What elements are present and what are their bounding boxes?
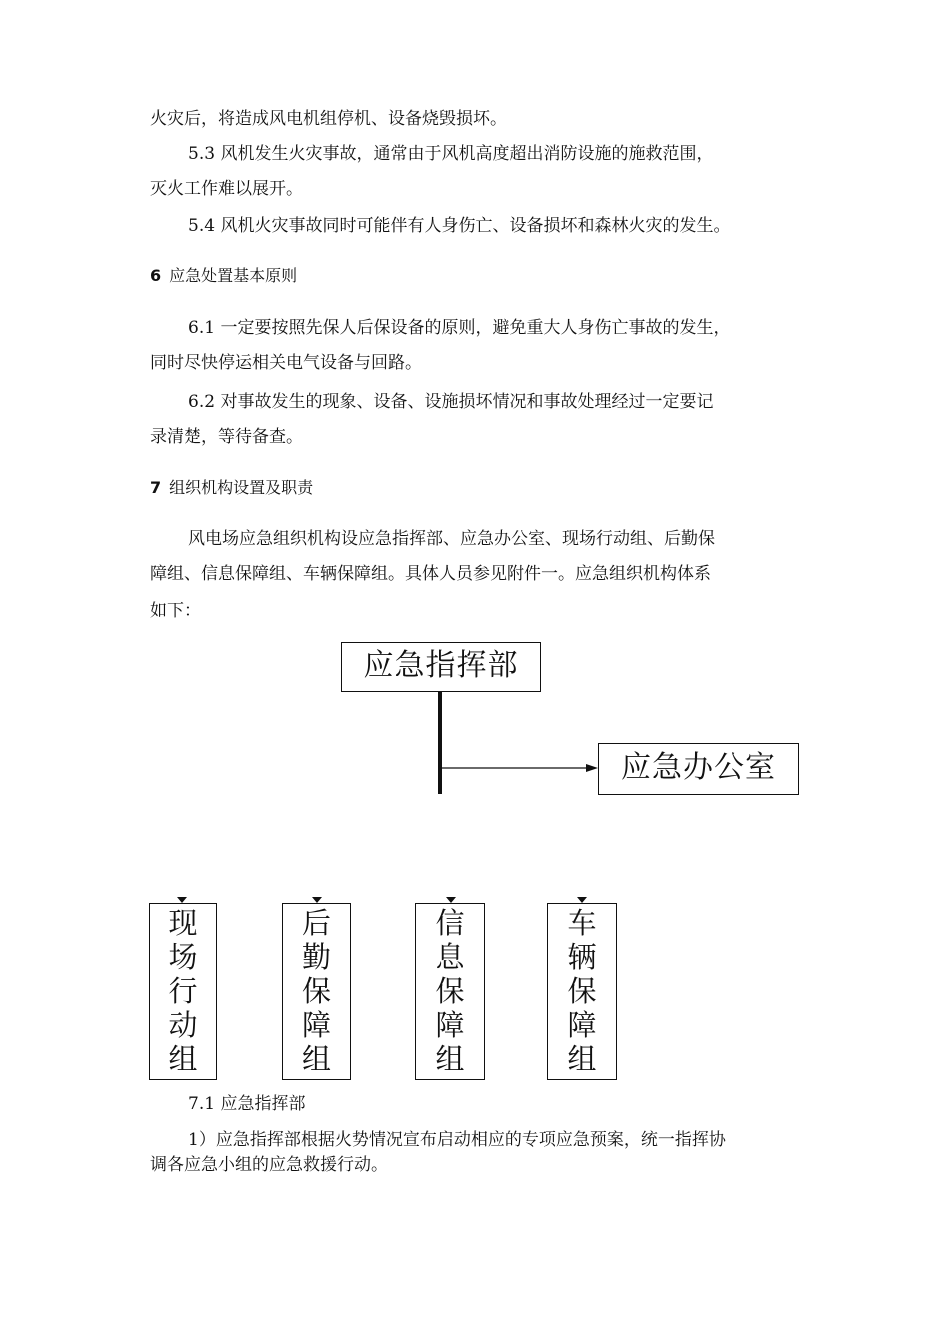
section-number: 6	[150, 266, 162, 285]
arrow-head	[586, 764, 598, 772]
paragraph-line: 灭火工作难以展开。	[150, 179, 303, 199]
paragraph-line: 5.4 风机火灾事故同时可能伴有人身伤亡、设备损坏和森林火灾的发生。	[188, 216, 731, 236]
paragraph-line: 障组、信息保障组、车辆保障组。具体人员参见附件一。应急组织机构体系	[150, 564, 711, 584]
box-char: 息	[435, 940, 465, 974]
box-char: 信	[435, 906, 465, 940]
org-box-vehicle-team	[547, 903, 617, 1080]
box-char: 组	[567, 1042, 597, 1076]
org-box-logistics-team	[282, 903, 351, 1080]
box-char: 现	[168, 906, 198, 940]
paragraph-line: 5.3 风机发生火灾事故，通常由于风机高度超出消防设施的施救范围，	[188, 144, 714, 164]
section-title: 组织机构设置及职责	[169, 478, 314, 497]
box-char: 辆	[567, 940, 597, 974]
box-char: 组	[168, 1042, 198, 1076]
paragraph-line: 录清楚，等待备查。	[150, 427, 303, 447]
section-number: 7	[150, 478, 162, 497]
box-char: 后	[301, 906, 331, 940]
paragraph-line: 火灾后，将造成风电机组停机、设备烧毁损坏。	[150, 109, 507, 129]
section-title: 应急处置基本原则	[169, 266, 298, 285]
org-box-field-team	[149, 903, 217, 1080]
org-box-command: 应急指挥部	[341, 642, 541, 692]
org-box-office: 应急办公室	[598, 743, 799, 795]
box-char: 障	[301, 1008, 331, 1042]
box-char: 车	[567, 906, 597, 940]
box-char: 保	[567, 974, 597, 1008]
box-char: 行	[168, 974, 198, 1008]
paragraph-line: 如下：	[150, 601, 201, 621]
paragraph-line: 调各应急小组的应急救援行动。	[150, 1155, 388, 1175]
box-char: 组	[435, 1042, 465, 1076]
box-char: 障	[435, 1008, 465, 1042]
paragraph-line: 1）应急指挥部根据火势情况宣布启动相应的专项应急预案，统一指挥协	[188, 1130, 726, 1150]
paragraph-line: 同时尽快停运相关电气设备与回路。	[150, 353, 422, 373]
box-char: 组	[301, 1042, 331, 1076]
paragraph-line: 6.2 对事故发生的现象、设备、设施损坏情况和事故处理经过一定要记	[188, 392, 714, 412]
paragraph-line: 风电场应急组织机构设应急指挥部、应急办公室、现场行动组、后勤保	[188, 529, 715, 549]
box-char: 勤	[301, 940, 331, 974]
box-char: 保	[301, 974, 331, 1008]
org-box-information-team	[415, 903, 485, 1080]
paragraph-line: 6.1 一定要按照先保人后保设备的原则，避免重大人身伤亡事故的发生，	[188, 318, 731, 338]
box-char: 障	[567, 1008, 597, 1042]
box-char: 场	[168, 940, 198, 974]
subsection-heading: 7.1 应急指挥部	[188, 1094, 306, 1114]
box-char: 保	[435, 974, 465, 1008]
box-char: 动	[168, 1008, 198, 1042]
